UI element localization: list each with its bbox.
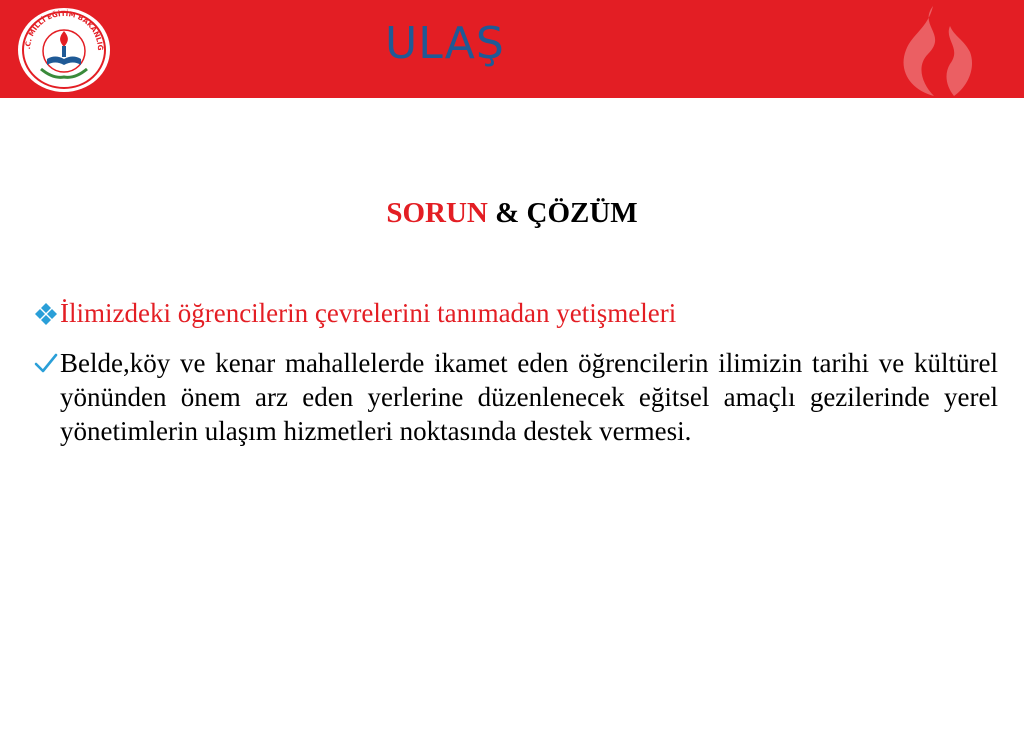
- bullet-item: [32, 296, 998, 330]
- bullet-text: İlimizdeki öğrencilerin çevrelerini tanımadan yetişmeleri: [60, 298, 677, 328]
- logo-text: .C. MİLLİ EĞİTİM BAKANLIĞ: [23, 9, 105, 51]
- bullet-text: Belde,köy ve kenar mahallelerde ikamet eden öğrencilerin ilimizin tarihi ve kültürel yönünden önem arz eden yerlerine düzenlenecek eğitsel amaçlı gezilerinde yerel yönetimlerin ulaşım hizmetleri noktasında destek vermesi.: [60, 348, 998, 446]
- slide-title: ULAŞ: [385, 18, 505, 69]
- bullet-item: [32, 346, 998, 448]
- check-icon: [32, 350, 60, 376]
- header-band: [0, 0, 1024, 98]
- ministry-emblem-icon: [17, 7, 111, 93]
- diamond-bullet-icon: [32, 301, 60, 327]
- flame-icon: [888, 4, 978, 98]
- heading-problem: SORUN: [386, 197, 488, 229]
- section-heading: [0, 196, 1024, 231]
- heading-solution: & ÇÖZÜM: [487, 197, 638, 229]
